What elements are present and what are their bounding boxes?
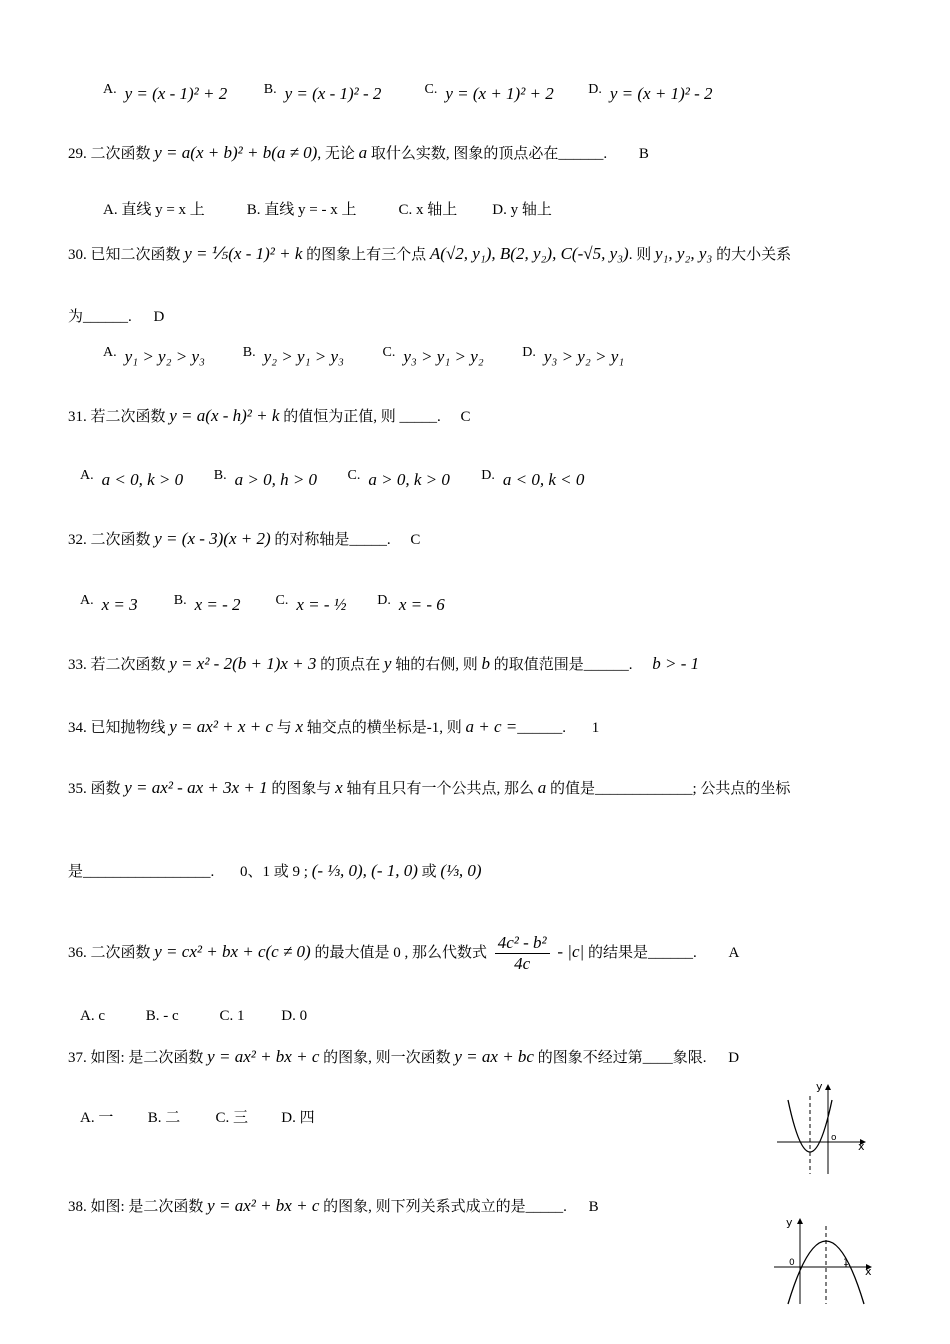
q32-answer: C xyxy=(410,532,421,548)
q31-stem: 31. 若二次函数 y = a(x - h)² + k 的值恒为正值, 则 _____. C xyxy=(68,406,471,425)
q35-answer-point-1: (- ⅓, 0), (- 1, 0) xyxy=(311,861,418,880)
q29-answer: B xyxy=(638,146,649,162)
q38-fig-y-label: y xyxy=(786,1216,793,1229)
q33-answer: b > - 1 xyxy=(652,654,700,673)
q34-stem: 34. 已知抛物线 y = ax² + x + c 与 x 轴交点的横坐标是-1, 则 a + c =______. 1 xyxy=(68,717,600,736)
q35-answer-values: 0、1 或 9 ; xyxy=(240,864,308,880)
q38-stem: 38. 如图: 是二次函数 y = ax² + bx + c 的图象, 则下列关系式成立的是_____. B xyxy=(68,1196,599,1215)
q38-answer: B xyxy=(588,1199,599,1215)
q30-options: A. y₁ > y₂ > y₃ B. y₂ > y₁ > y₃ C. y₃ > y₁ > y₂ D. y₃ > y₂ > y₁ xyxy=(103,345,625,366)
q37-stem: 37. 如图: 是二次函数 y = ax² + bx + c 的图象, 则一次函数 y = ax + bc 的图象不经过第____象限. D xyxy=(68,1047,740,1066)
q36-answer: A xyxy=(728,944,740,961)
q33-stem: 33. 若二次函数 y = x² - 2(b + 1)x + 3 的顶点在 y 轴的右侧, 则 b 的取值范围是______. b > - 1 xyxy=(68,654,700,673)
q37-fig-y-label: y xyxy=(816,1080,823,1093)
q31-answer: C xyxy=(460,409,471,425)
q30-answer: D xyxy=(153,309,165,325)
q36-fraction: $\frac{\text{4c² - b²}}{4c}$ xyxy=(495,933,550,974)
q30-stem-line2: 为______. D xyxy=(68,309,165,325)
q28-options: A. y = (x - 1)² + 2 B. y = (x - 1)² - 2 C. y = (x + 1)² + 2 D. y = (x + 1)² - 2 xyxy=(103,82,713,103)
q35-answer-point-2: (⅓, 0) xyxy=(440,861,482,880)
q32-stem: 32. 二次函数 y = (x - 3)(x + 2) 的对称轴是_____. C xyxy=(68,529,421,548)
q38-fig-x-label: x xyxy=(865,1265,872,1278)
q38-fig-one-label: 1 xyxy=(843,1258,849,1268)
q37-options: A. 一 B. 二 C. 三 D. 四 xyxy=(80,1110,315,1126)
q36-stem: 36. 二次函数 y = cx² + bx + c(c ≠ 0) 的最大值是 0 , 那么代数式 $\frac{\text{4c² - b²}}{4c}$ - |c| 的结果是______. A xyxy=(68,933,740,973)
q38-fig-origin-label: 0 xyxy=(789,1258,795,1268)
q34-answer: 1 xyxy=(591,720,600,736)
q30-stem: 30. 已知二次函数 y = ⅕(x - 1)² + k 的图象上有三个点 A(√2, y₁), B(2, y₂), C(-√5, y₃). 则 y₁, y₂, y₃ 的大小关系 xyxy=(68,244,792,263)
q36-options: A. c B. - c C. 1 D. 0 xyxy=(80,1008,308,1024)
q37-parabola-figure xyxy=(772,1078,872,1178)
q35-stem: 35. 函数 y = ax² - ax + 3x + 1 的图象与 x 轴有且只有一个公共点, 那么 a 的值是_____________; 公共点的坐标 xyxy=(68,778,791,797)
q37-answer: D xyxy=(728,1050,740,1066)
q37-fig-origin-label: o xyxy=(831,1133,837,1143)
q37-fig-x-label: x xyxy=(858,1140,865,1153)
q38-parabola-figure xyxy=(770,1214,875,1309)
q35-stem-line2: 是_________________. 0、1 或 9 ; (- ⅓, 0), (- 1, 0) 或 (⅓, 0) xyxy=(68,861,482,880)
q32-options: A. x = 3 B. x = - 2 C. x = - ½ D. x = - 6 xyxy=(80,593,445,614)
q31-options: A. a < 0, k > 0 B. a > 0, h > 0 C. a > 0, k > 0 D. a < 0, k < 0 xyxy=(80,468,585,489)
q29-options: A. 直线 y = x 上 B. 直线 y = - x 上 C. x 轴上 D. y 轴上 xyxy=(103,202,552,218)
q29-stem: 29. 二次函数 y = a(x + b)² + b(a ≠ 0), 无论 a 取什么实数, 图象的顶点必在______. B xyxy=(68,143,649,162)
